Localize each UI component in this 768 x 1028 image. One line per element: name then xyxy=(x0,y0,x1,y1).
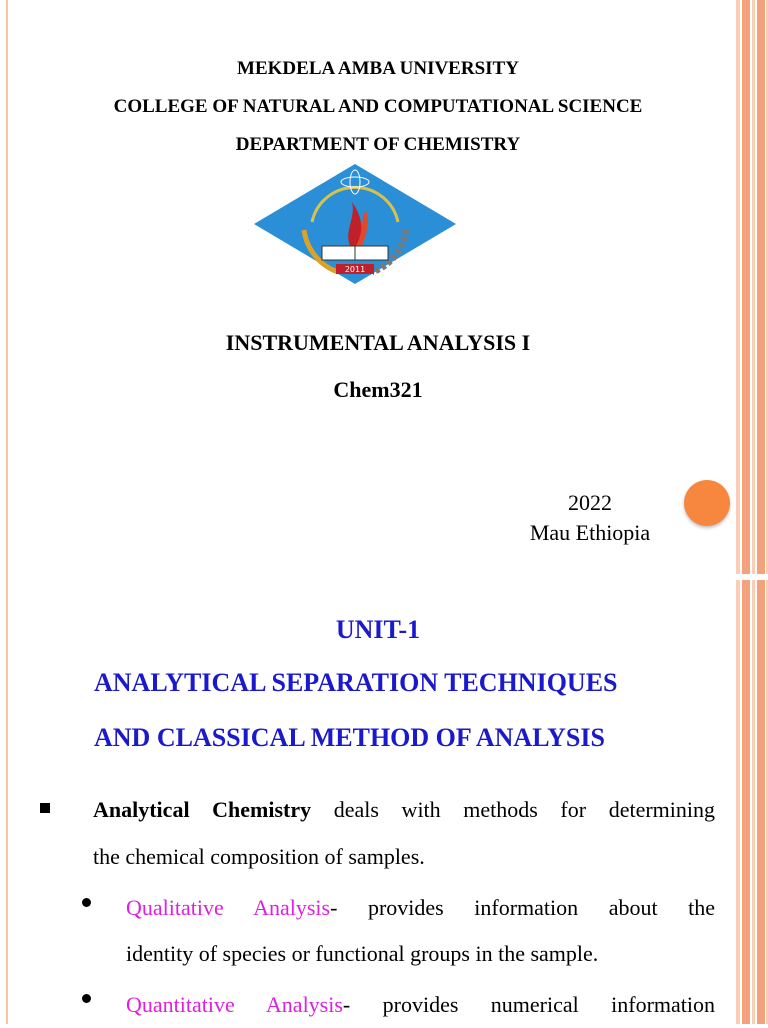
college-name: COLLEGE OF NATURAL AND COMPUTATIONAL SCIENCE xyxy=(113,96,643,117)
svg-text:2011: 2011 xyxy=(344,265,366,274)
course-title: INSTRUMENTAL ANALYSIS I xyxy=(225,330,531,355)
course-code: Chem321 xyxy=(333,377,423,402)
place-text: Mau Ethiopia xyxy=(529,520,651,545)
orange-circle-decoration xyxy=(684,480,730,526)
term-analytical-chemistry: Analytical Chemistry xyxy=(93,797,312,822)
round-bullet xyxy=(82,994,91,1003)
university-name: MEKDELA AMBA UNIVERSITY xyxy=(237,58,519,79)
term-quantitative-analysis: Quantitative Analysis xyxy=(126,992,343,1017)
term-qualitative-analysis: Qualitative Analysis xyxy=(126,895,331,920)
department-name: DEPARTMENT OF CHEMISTRY xyxy=(235,134,521,155)
round-bullet xyxy=(82,898,91,907)
year-text: 2022 xyxy=(568,490,612,515)
unit-title-line1: ANALYTICAL SEPARATION TECHNIQUES xyxy=(94,668,618,697)
qualitative-line2: identity of species or functional groups in the sample. xyxy=(126,941,599,966)
quantitative-line1: Quantitative Analysis- provides numerical information xyxy=(126,992,715,1017)
definition-line1: Analytical Chemistry deals with methods for determining xyxy=(93,797,715,822)
unit-number: UNIT-1 xyxy=(335,615,421,644)
qualitative-line1: Qualitative Analysis- provides information about the xyxy=(126,895,716,920)
unit-title-line2: AND CLASSICAL METHOD OF ANALYSIS xyxy=(94,723,605,752)
university-seal-logo xyxy=(252,160,458,286)
date-place-block xyxy=(510,488,670,548)
definition-line2: the chemical composition of samples. xyxy=(93,844,425,869)
square-bullet xyxy=(40,803,50,813)
